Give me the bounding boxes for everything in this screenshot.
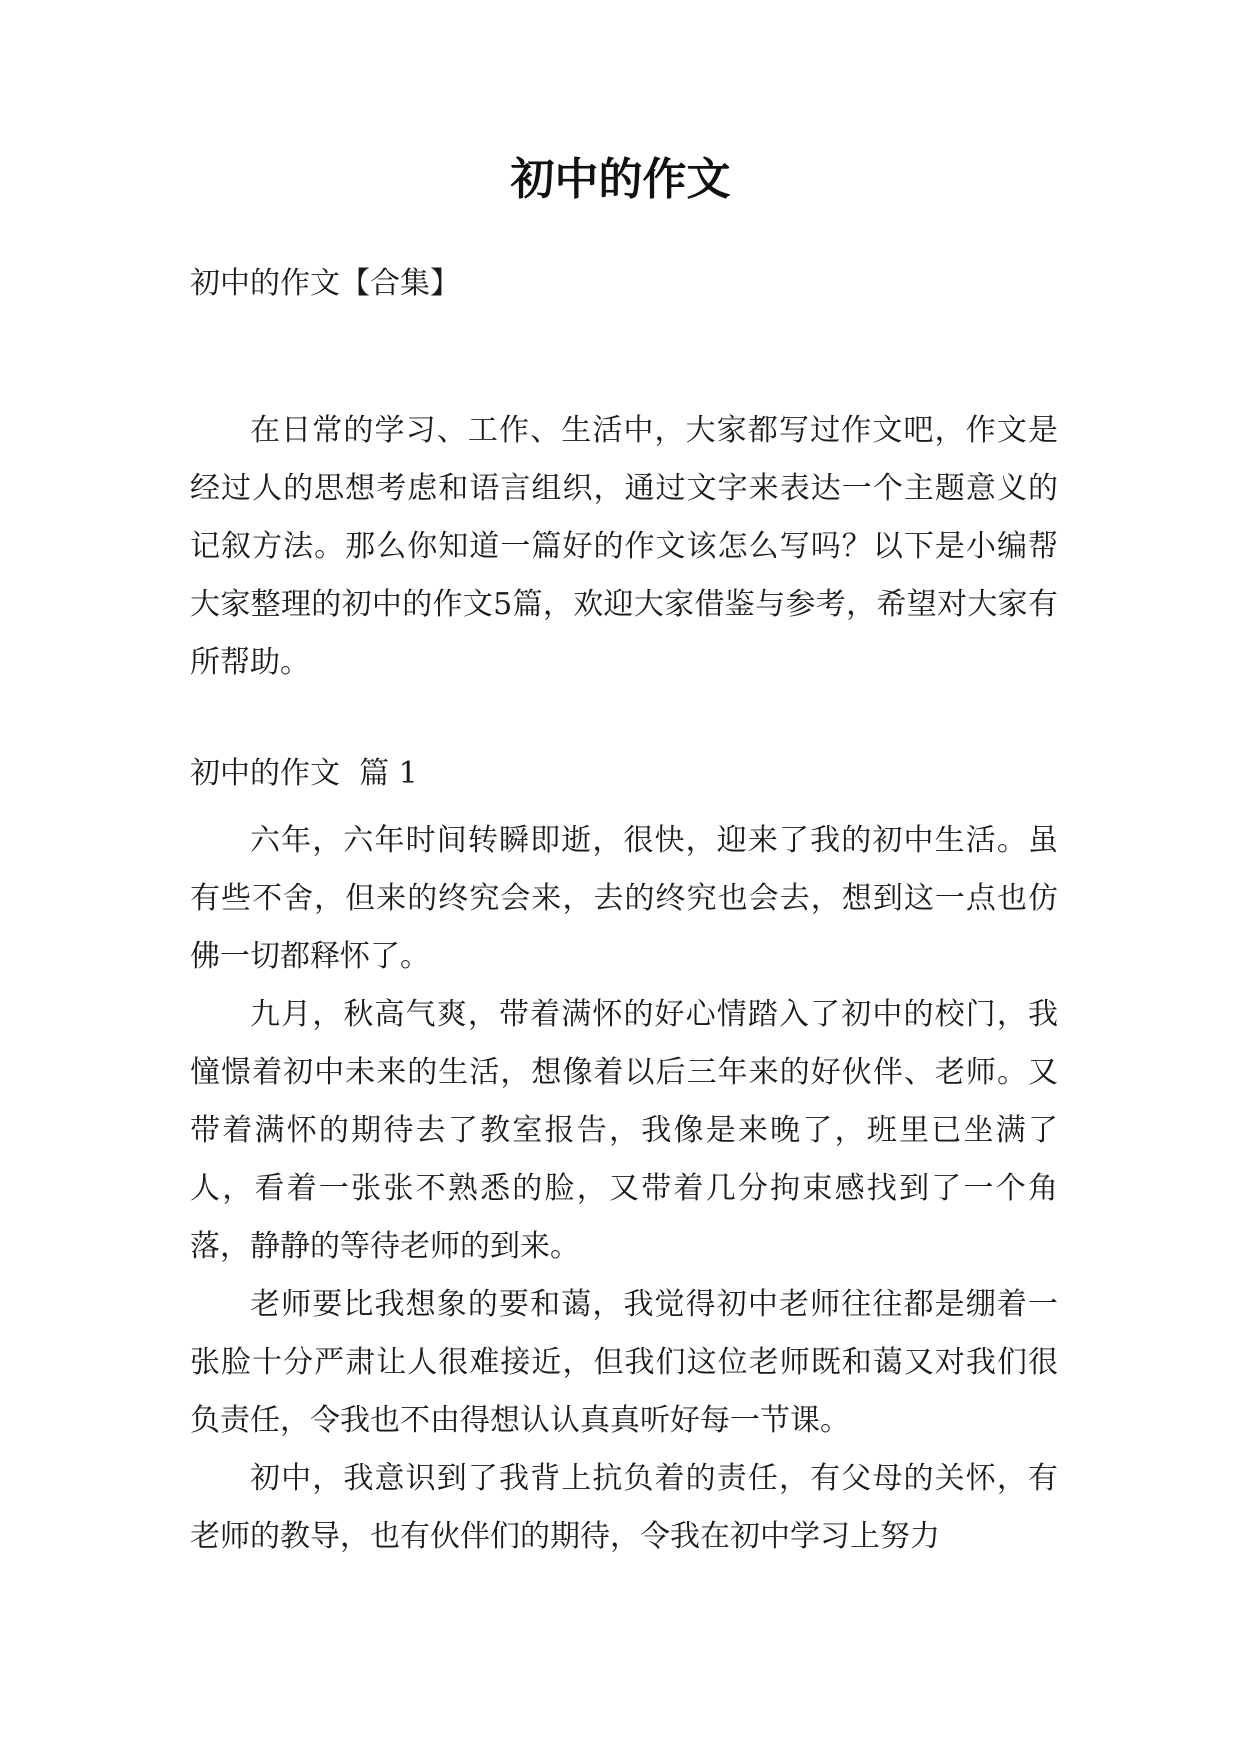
essay-section xyxy=(190,752,1058,1566)
body-paragraph: 六年，六年时间转瞬即逝，很快，迎来了我的初中生活。虽有些不舍，但来的终究会来，去的终究也会去，想到这一点也仿佛一切都释怀了。 xyxy=(190,823,1058,974)
body-paragraph: 初中，我意识到了我背上抗负着的责任，有父母的关怀，有老师的教导，也有伙伴们的期待，令我在初中学习上努力 xyxy=(190,1461,1058,1554)
intro-paragraph: 在日常的学习、工作、生活中，大家都写过作文吧，作文是经过人的思想考虑和语言组织，通过文字来表达一个主题意义的记叙方法。那么你知道一篇好的作文该怎么写吗？以下是小编帮大家整理的初中的作文5篇，欢迎大家借鉴与参考，希望对大家有所帮助。 xyxy=(190,413,1058,680)
document-title: 初中的作文 xyxy=(510,154,731,205)
body-paragraph: 老师要比我想象的要和蔼，我觉得初中老师往往都是绷着一张脸十分严肃让人很难接近，但我们这位老师既和蔼又对我们很负责任，令我也不由得想认认真真听好每一节课。 xyxy=(190,1287,1058,1438)
body-paragraph: 九月，秋高气爽，带着满怀的好心情踏入了初中的校门，我憧憬着初中未来的生活，想像着以后三年来的好伙伴、老师。又带着满怀的期待去了教室报告，我像是来晚了，班里已坐满了人，看着一张张不熟悉的脸，又带着几分拘束感找到了一个角落，静静的等待老师的到来。 xyxy=(190,997,1058,1264)
section-heading: 初中的作文 篇 1 xyxy=(190,756,418,791)
document-subtitle: 初中的作文【合集】 xyxy=(190,266,460,301)
